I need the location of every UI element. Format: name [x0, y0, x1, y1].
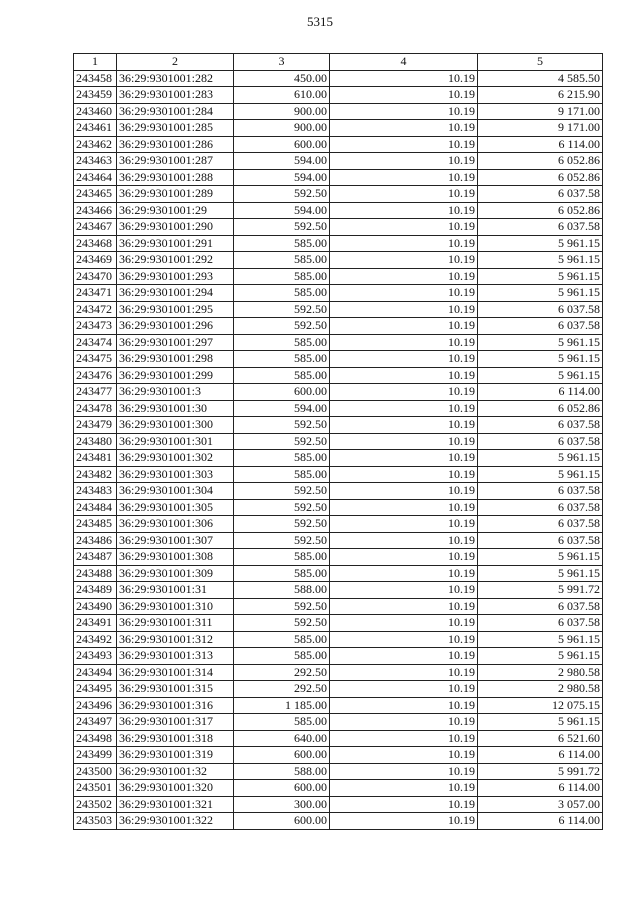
cadastral-number-cell: 36:29:9301001:3: [117, 384, 234, 401]
rate-cell: 10.19: [330, 565, 478, 582]
value-cell: 6 037.58: [478, 483, 603, 500]
rate-cell: 10.19: [330, 202, 478, 219]
table-row: [74, 70, 603, 87]
cadastral-number-cell: 36:29:9301001:296: [117, 318, 234, 335]
table-row: [74, 186, 603, 203]
area-cell: 585.00: [234, 235, 330, 252]
rate-cell: 10.19: [330, 730, 478, 747]
table-row: [74, 697, 603, 714]
area-cell: 600.00: [234, 780, 330, 797]
value-cell: 6 052.86: [478, 400, 603, 417]
row-number-cell: 243462: [74, 136, 117, 153]
value-cell: 6 037.58: [478, 499, 603, 516]
value-cell: 6 114.00: [478, 747, 603, 764]
table-row: [74, 516, 603, 533]
table-body: [74, 70, 603, 829]
area-cell: 900.00: [234, 120, 330, 137]
cadastral-number-cell: 36:29:9301001:309: [117, 565, 234, 582]
cadastral-number-cell: 36:29:9301001:322: [117, 813, 234, 830]
row-number-cell: 243468: [74, 235, 117, 252]
area-cell: 585.00: [234, 351, 330, 368]
table-row: [74, 219, 603, 236]
row-number-cell: 243472: [74, 301, 117, 318]
value-cell: 5 961.15: [478, 565, 603, 582]
cadastral-number-cell: 36:29:9301001:314: [117, 664, 234, 681]
cadastral-number-cell: 36:29:9301001:303: [117, 466, 234, 483]
cadastral-number-cell: 36:29:9301001:307: [117, 532, 234, 549]
rate-cell: 10.19: [330, 483, 478, 500]
area-cell: 594.00: [234, 400, 330, 417]
cadastral-number-cell: 36:29:9301001:311: [117, 615, 234, 632]
row-number-cell: 243494: [74, 664, 117, 681]
area-cell: 640.00: [234, 730, 330, 747]
value-cell: 6 114.00: [478, 136, 603, 153]
cadastral-number-cell: 36:29:9301001:300: [117, 417, 234, 434]
cadastral-number-cell: 36:29:9301001:317: [117, 714, 234, 731]
row-number-cell: 243476: [74, 367, 117, 384]
rate-cell: 10.19: [330, 70, 478, 87]
rate-cell: 10.19: [330, 582, 478, 599]
column-header-4: 4: [330, 54, 478, 71]
cadastral-number-cell: 36:29:9301001:297: [117, 334, 234, 351]
cadastral-number-cell: 36:29:9301001:294: [117, 285, 234, 302]
row-number-cell: 243467: [74, 219, 117, 236]
table-row: [74, 664, 603, 681]
row-number-cell: 243485: [74, 516, 117, 533]
value-cell: 5 961.15: [478, 235, 603, 252]
rate-cell: 10.19: [330, 252, 478, 269]
value-cell: 5 961.15: [478, 367, 603, 384]
area-cell: 594.00: [234, 153, 330, 170]
table-row: [74, 318, 603, 335]
area-cell: 300.00: [234, 796, 330, 813]
table-row: [74, 747, 603, 764]
cadastral-number-cell: 36:29:9301001:302: [117, 450, 234, 467]
table-row: [74, 450, 603, 467]
rate-cell: 10.19: [330, 615, 478, 632]
table-row: [74, 549, 603, 566]
area-cell: 585.00: [234, 648, 330, 665]
table-row: [74, 499, 603, 516]
area-cell: 585.00: [234, 367, 330, 384]
table-row: [74, 466, 603, 483]
cadastral-number-cell: 36:29:9301001:304: [117, 483, 234, 500]
table-row: [74, 598, 603, 615]
row-number-cell: 243495: [74, 681, 117, 698]
cadastral-number-cell: 36:29:9301001:319: [117, 747, 234, 764]
table-row: [74, 780, 603, 797]
area-cell: 585.00: [234, 252, 330, 269]
data-table: [73, 53, 603, 830]
row-number-cell: 243493: [74, 648, 117, 665]
rate-cell: 10.19: [330, 763, 478, 780]
value-cell: 6 037.58: [478, 301, 603, 318]
area-cell: 592.50: [234, 532, 330, 549]
rate-cell: 10.19: [330, 796, 478, 813]
row-number-cell: 243478: [74, 400, 117, 417]
table-row: [74, 582, 603, 599]
row-number-cell: 243502: [74, 796, 117, 813]
row-number-cell: 243487: [74, 549, 117, 566]
value-cell: 12 075.15: [478, 697, 603, 714]
rate-cell: 10.19: [330, 318, 478, 335]
rate-cell: 10.19: [330, 186, 478, 203]
table-row: [74, 400, 603, 417]
area-cell: 585.00: [234, 268, 330, 285]
rate-cell: 10.19: [330, 417, 478, 434]
value-cell: 5 961.15: [478, 268, 603, 285]
area-cell: 1 185.00: [234, 697, 330, 714]
row-number-cell: 243482: [74, 466, 117, 483]
row-number-cell: 243489: [74, 582, 117, 599]
value-cell: 6 037.58: [478, 318, 603, 335]
rate-cell: 10.19: [330, 103, 478, 120]
value-cell: 5 961.15: [478, 252, 603, 269]
cadastral-number-cell: 36:29:9301001:298: [117, 351, 234, 368]
cadastral-number-cell: 36:29:9301001:316: [117, 697, 234, 714]
cadastral-number-cell: 36:29:9301001:292: [117, 252, 234, 269]
table-row: [74, 417, 603, 434]
value-cell: 2 980.58: [478, 681, 603, 698]
row-number-cell: 243498: [74, 730, 117, 747]
table-row: [74, 169, 603, 186]
table-row: [74, 763, 603, 780]
row-number-cell: 243473: [74, 318, 117, 335]
cadastral-number-cell: 36:29:9301001:286: [117, 136, 234, 153]
value-cell: 5 961.15: [478, 466, 603, 483]
table-row: [74, 433, 603, 450]
table-row: [74, 153, 603, 170]
value-cell: 6 052.86: [478, 153, 603, 170]
row-number-cell: 243486: [74, 532, 117, 549]
table-row: [74, 615, 603, 632]
area-cell: 585.00: [234, 565, 330, 582]
row-number-cell: 243488: [74, 565, 117, 582]
table-row: [74, 565, 603, 582]
rate-cell: 10.19: [330, 516, 478, 533]
row-number-cell: 243465: [74, 186, 117, 203]
rate-cell: 10.19: [330, 780, 478, 797]
cadastral-number-cell: 36:29:9301001:321: [117, 796, 234, 813]
table-row: [74, 648, 603, 665]
area-cell: 592.50: [234, 615, 330, 632]
cadastral-number-cell: 36:29:9301001:290: [117, 219, 234, 236]
value-cell: 6 215.90: [478, 87, 603, 104]
value-cell: 5 961.15: [478, 714, 603, 731]
cadastral-number-cell: 36:29:9301001:310: [117, 598, 234, 615]
area-cell: 585.00: [234, 549, 330, 566]
rate-cell: 10.19: [330, 219, 478, 236]
rate-cell: 10.19: [330, 334, 478, 351]
rate-cell: 10.19: [330, 631, 478, 648]
rate-cell: 10.19: [330, 400, 478, 417]
table-row: [74, 334, 603, 351]
area-cell: 592.50: [234, 433, 330, 450]
table-row: [74, 202, 603, 219]
rate-cell: 10.19: [330, 136, 478, 153]
cadastral-number-cell: 36:29:9301001:301: [117, 433, 234, 450]
area-cell: 594.00: [234, 169, 330, 186]
cadastral-number-cell: 36:29:9301001:308: [117, 549, 234, 566]
value-cell: 6 114.00: [478, 780, 603, 797]
area-cell: 592.50: [234, 219, 330, 236]
rate-cell: 10.19: [330, 648, 478, 665]
rate-cell: 10.19: [330, 499, 478, 516]
value-cell: 6 037.58: [478, 219, 603, 236]
row-number-cell: 243471: [74, 285, 117, 302]
row-number-cell: 243469: [74, 252, 117, 269]
area-cell: 600.00: [234, 813, 330, 830]
table-row: [74, 813, 603, 830]
cadastral-number-cell: 36:29:9301001:305: [117, 499, 234, 516]
area-cell: 900.00: [234, 103, 330, 120]
area-cell: 585.00: [234, 631, 330, 648]
area-cell: 292.50: [234, 664, 330, 681]
rate-cell: 10.19: [330, 549, 478, 566]
value-cell: 2 980.58: [478, 664, 603, 681]
area-cell: 592.50: [234, 483, 330, 500]
value-cell: 6 037.58: [478, 186, 603, 203]
value-cell: 5 961.15: [478, 285, 603, 302]
cadastral-number-cell: 36:29:9301001:30: [117, 400, 234, 417]
table-row: [74, 730, 603, 747]
rate-cell: 10.19: [330, 268, 478, 285]
rate-cell: 10.19: [330, 367, 478, 384]
rate-cell: 10.19: [330, 384, 478, 401]
area-cell: 600.00: [234, 747, 330, 764]
value-cell: 5 961.15: [478, 351, 603, 368]
rate-cell: 10.19: [330, 450, 478, 467]
page-number: 5315: [307, 14, 333, 29]
rate-cell: 10.19: [330, 697, 478, 714]
value-cell: 5 991.72: [478, 763, 603, 780]
table-row: [74, 301, 603, 318]
table-row: [74, 631, 603, 648]
table-row: [74, 532, 603, 549]
row-number-cell: 243461: [74, 120, 117, 137]
value-cell: 6 114.00: [478, 384, 603, 401]
rate-cell: 10.19: [330, 598, 478, 615]
area-cell: 585.00: [234, 714, 330, 731]
cadastral-number-cell: 36:29:9301001:295: [117, 301, 234, 318]
area-cell: 594.00: [234, 202, 330, 219]
area-cell: 592.50: [234, 301, 330, 318]
cadastral-number-cell: 36:29:9301001:312: [117, 631, 234, 648]
area-cell: 592.50: [234, 318, 330, 335]
table-row: [74, 136, 603, 153]
column-header-5: 5: [478, 54, 603, 71]
cadastral-number-cell: 36:29:9301001:320: [117, 780, 234, 797]
value-cell: 6 037.58: [478, 433, 603, 450]
value-cell: 3 057.00: [478, 796, 603, 813]
cadastral-number-cell: 36:29:9301001:288: [117, 169, 234, 186]
row-number-cell: 243497: [74, 714, 117, 731]
row-number-cell: 243464: [74, 169, 117, 186]
row-number-cell: 243470: [74, 268, 117, 285]
table-row: [74, 268, 603, 285]
row-number-cell: 243481: [74, 450, 117, 467]
row-number-cell: 243474: [74, 334, 117, 351]
row-number-cell: 243480: [74, 433, 117, 450]
table-row: [74, 714, 603, 731]
rate-cell: 10.19: [330, 120, 478, 137]
row-number-cell: 243503: [74, 813, 117, 830]
table-header-row: [74, 54, 603, 71]
rate-cell: 10.19: [330, 235, 478, 252]
cadastral-number-cell: 36:29:9301001:282: [117, 70, 234, 87]
column-header-3: 3: [234, 54, 330, 71]
area-cell: 592.50: [234, 499, 330, 516]
cadastral-number-cell: 36:29:9301001:291: [117, 235, 234, 252]
column-header-2: 2: [117, 54, 234, 71]
area-cell: 600.00: [234, 136, 330, 153]
value-cell: 5 961.15: [478, 549, 603, 566]
row-number-cell: 243484: [74, 499, 117, 516]
cadastral-number-cell: 36:29:9301001:31: [117, 582, 234, 599]
table-row: [74, 103, 603, 120]
area-cell: 585.00: [234, 450, 330, 467]
value-cell: 6 521.60: [478, 730, 603, 747]
area-cell: 592.50: [234, 598, 330, 615]
area-cell: 600.00: [234, 384, 330, 401]
rate-cell: 10.19: [330, 87, 478, 104]
row-number-cell: 243466: [74, 202, 117, 219]
area-cell: 585.00: [234, 285, 330, 302]
area-cell: 592.50: [234, 516, 330, 533]
cadastral-number-cell: 36:29:9301001:313: [117, 648, 234, 665]
rate-cell: 10.19: [330, 466, 478, 483]
table-row: [74, 351, 603, 368]
row-number-cell: 243479: [74, 417, 117, 434]
value-cell: 5 961.15: [478, 648, 603, 665]
row-number-cell: 243477: [74, 384, 117, 401]
row-number-cell: 243483: [74, 483, 117, 500]
table-row: [74, 87, 603, 104]
table-row: [74, 367, 603, 384]
area-cell: 592.50: [234, 186, 330, 203]
column-header-1: 1: [74, 54, 117, 71]
row-number-cell: 243463: [74, 153, 117, 170]
cadastral-number-cell: 36:29:9301001:29: [117, 202, 234, 219]
value-cell: 6 114.00: [478, 813, 603, 830]
rate-cell: 10.19: [330, 153, 478, 170]
cadastral-number-cell: 36:29:9301001:285: [117, 120, 234, 137]
value-cell: 6 037.58: [478, 615, 603, 632]
row-number-cell: 243491: [74, 615, 117, 632]
row-number-cell: 243492: [74, 631, 117, 648]
area-cell: 588.00: [234, 763, 330, 780]
value-cell: 9 171.00: [478, 120, 603, 137]
table-row: [74, 681, 603, 698]
row-number-cell: 243458: [74, 70, 117, 87]
table-row: [74, 235, 603, 252]
cadastral-number-cell: 36:29:9301001:287: [117, 153, 234, 170]
rate-cell: 10.19: [330, 813, 478, 830]
rate-cell: 10.19: [330, 433, 478, 450]
rate-cell: 10.19: [330, 285, 478, 302]
value-cell: 6 037.58: [478, 417, 603, 434]
area-cell: 585.00: [234, 466, 330, 483]
table-row: [74, 252, 603, 269]
value-cell: 9 171.00: [478, 103, 603, 120]
value-cell: 6 052.86: [478, 202, 603, 219]
cadastral-number-cell: 36:29:9301001:289: [117, 186, 234, 203]
area-cell: 592.50: [234, 417, 330, 434]
rate-cell: 10.19: [330, 351, 478, 368]
rate-cell: 10.19: [330, 747, 478, 764]
value-cell: 6 052.86: [478, 169, 603, 186]
cadastral-number-cell: 36:29:9301001:299: [117, 367, 234, 384]
area-cell: 292.50: [234, 681, 330, 698]
value-cell: 5 961.15: [478, 450, 603, 467]
area-cell: 588.00: [234, 582, 330, 599]
rate-cell: 10.19: [330, 714, 478, 731]
value-cell: 4 585.50: [478, 70, 603, 87]
row-number-cell: 243499: [74, 747, 117, 764]
value-cell: 5 991.72: [478, 582, 603, 599]
cadastral-number-cell: 36:29:9301001:315: [117, 681, 234, 698]
row-number-cell: 243459: [74, 87, 117, 104]
row-number-cell: 243460: [74, 103, 117, 120]
area-cell: 610.00: [234, 87, 330, 104]
cadastral-number-cell: 36:29:9301001:32: [117, 763, 234, 780]
row-number-cell: 243490: [74, 598, 117, 615]
cadastral-number-cell: 36:29:9301001:293: [117, 268, 234, 285]
row-number-cell: 243475: [74, 351, 117, 368]
row-number-cell: 243496: [74, 697, 117, 714]
cadastral-number-cell: 36:29:9301001:318: [117, 730, 234, 747]
value-cell: 6 037.58: [478, 532, 603, 549]
value-cell: 5 961.15: [478, 631, 603, 648]
value-cell: 6 037.58: [478, 516, 603, 533]
table-row: [74, 120, 603, 137]
rate-cell: 10.19: [330, 169, 478, 186]
row-number-cell: 243500: [74, 763, 117, 780]
cadastral-number-cell: 36:29:9301001:283: [117, 87, 234, 104]
table-row: [74, 285, 603, 302]
cadastral-number-cell: 36:29:9301001:306: [117, 516, 234, 533]
cadastral-number-cell: 36:29:9301001:284: [117, 103, 234, 120]
rate-cell: 10.19: [330, 301, 478, 318]
rate-cell: 10.19: [330, 664, 478, 681]
table-row: [74, 483, 603, 500]
area-cell: 450.00: [234, 70, 330, 87]
rate-cell: 10.19: [330, 532, 478, 549]
value-cell: 5 961.15: [478, 334, 603, 351]
row-number-cell: 243501: [74, 780, 117, 797]
table-row: [74, 796, 603, 813]
area-cell: 585.00: [234, 334, 330, 351]
value-cell: 6 037.58: [478, 598, 603, 615]
rate-cell: 10.19: [330, 681, 478, 698]
table-row: [74, 384, 603, 401]
